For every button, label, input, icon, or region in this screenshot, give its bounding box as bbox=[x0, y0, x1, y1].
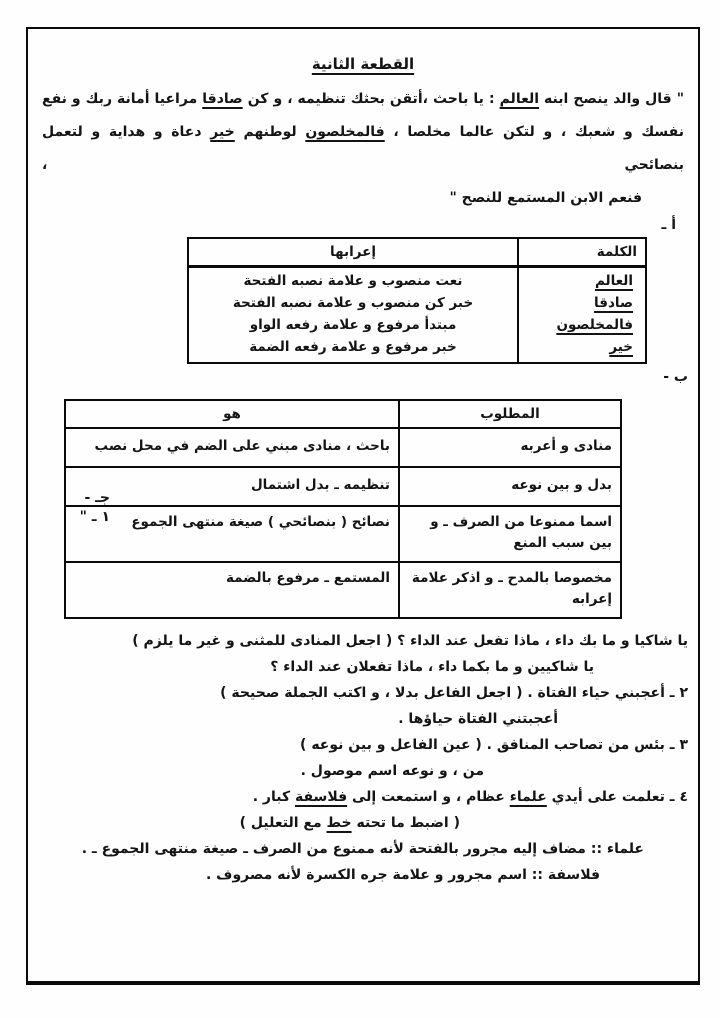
page-title: القطعة الثانية bbox=[311, 55, 415, 73]
i3rab-list-cell bbox=[188, 267, 518, 364]
section-c-label-block bbox=[50, 489, 110, 527]
section-a-label: أ ـ bbox=[661, 217, 676, 233]
underlined-word: فلاسفة bbox=[294, 789, 348, 805]
table-body-row bbox=[188, 267, 646, 364]
column-header-answer: هو bbox=[65, 400, 399, 428]
column-header-i3rab: إعرابها bbox=[188, 238, 518, 267]
underlined-word: خير bbox=[609, 339, 633, 355]
answer-1: يا شاكيين و ما بكما داء ، ماذا تفعلان عند الداء ؟ bbox=[270, 659, 594, 675]
question-4: ٤ ـ تعلمت على أيدي علماء عظام ، و استمعت إلى فلاسفة كبار . bbox=[252, 789, 688, 805]
table-row bbox=[65, 467, 621, 506]
request-cell: منادى و أعربه bbox=[399, 428, 621, 467]
i3rab-line: خبر مرفوع و علامة رفعه الضمة bbox=[249, 339, 457, 355]
exercise-lines bbox=[28, 628, 698, 888]
underlined-word: خط bbox=[326, 815, 352, 831]
underlined-word: فالمخلصون bbox=[556, 317, 633, 333]
answer-4-olama: علماء :: مضاف إليه مجرور بالفتحة لأنه ممنوع من الصرف ـ صيغة منتهى الجموع ـ . bbox=[81, 841, 644, 857]
table-header-row bbox=[188, 238, 646, 267]
question-1: يا شاكيا و ما بك داء ، ماذا تفعل عند الداء ؟ ( اجعل المنادى للمثنى و غير ما يلزم ) bbox=[132, 633, 688, 649]
section-b-label: ب - bbox=[663, 369, 688, 385]
underlined-word: خير bbox=[210, 124, 235, 140]
intro-paragraph bbox=[42, 83, 684, 215]
request-cell: اسما ممنوعا من الصرف ـ و بين سبب المنع bbox=[399, 506, 621, 562]
table-row bbox=[65, 562, 621, 618]
request-answer-table bbox=[64, 399, 622, 619]
question-2: ٢ ـ أعجبني حياء الفتاة . ( اجعل الفاعل بدلا ، و اكتب الجملة صحيحة ) bbox=[220, 685, 688, 701]
request-cell: مخصوصا بالمدح ـ و اذكر علامة إعرابه bbox=[399, 562, 621, 618]
request-cell: بدل و بين نوعه bbox=[399, 467, 621, 506]
underlined-word: صادقا bbox=[594, 295, 633, 311]
underlined-word: علماء bbox=[509, 789, 547, 805]
section-c-item-marker: ١ ـ " bbox=[79, 509, 110, 525]
underlined-word: فالمخلصون bbox=[305, 124, 385, 140]
intro-line-2: نفسك و شعبك ، و لتكن عالما مخلصا ، فالمخلصون لوطنهم خير دعاة و هداية و لتعمل بنصائحي ، bbox=[42, 124, 685, 173]
underlined-word: العالم bbox=[594, 273, 633, 289]
page-border-frame bbox=[26, 27, 700, 985]
answer-3: من ، و نوعه اسم موصول . bbox=[300, 763, 484, 779]
answer-2: أعجبتني الفتاة حياؤها . bbox=[398, 711, 558, 727]
question-4-note: ( اضبط ما تحته خط مع التعليل ) bbox=[239, 815, 460, 831]
answer-cell: المستمع ـ مرفوع بالضمة bbox=[65, 562, 399, 618]
underlined-word: العالم bbox=[499, 91, 540, 107]
question-3: ٣ ـ بئس من تصاحب المنافق . ( عين الفاعل و بين نوعه ) bbox=[300, 737, 688, 753]
i3rab-line: نعت منصوب و علامة نصبه الفتحة bbox=[243, 273, 463, 289]
answer-4-falasifa: فلاسفة :: اسم مجرور و علامة جره الكسرة لأنه مصروف . bbox=[205, 867, 600, 883]
answer-cell: تنظيمه ـ بدل اشتمال bbox=[65, 467, 399, 506]
word-parsing-table bbox=[187, 237, 647, 364]
word-list-cell bbox=[518, 267, 646, 364]
intro-line-1: " قال والد ينصح ابنه العالم : يا باحث ،أتقن بحثك تنظيمه ، و كن صادقا مراعيا أمانة ربك و نفع bbox=[42, 91, 684, 107]
table-row bbox=[65, 506, 621, 562]
column-header-request: المطلوب bbox=[399, 400, 621, 428]
answer-cell: باحث ، منادى مبني على الضم في محل نصب bbox=[65, 428, 399, 467]
section-c-label: جـ - bbox=[84, 490, 110, 506]
table-row bbox=[65, 428, 621, 467]
intro-line-3: فنعم الابن المستمع للنصح " bbox=[449, 190, 642, 206]
i3rab-line: مبتدأ مرفوع و علامة رفعه الواو bbox=[249, 317, 457, 333]
underlined-word: صادقا bbox=[202, 91, 243, 107]
answer-cell: نصائح ( بنصائحي ) صيغة منتهى الجموع bbox=[65, 506, 399, 562]
table-header-row bbox=[65, 400, 621, 428]
i3rab-line: خبر كن منصوب و علامة نصبه الفتحة bbox=[232, 295, 474, 311]
column-header-word: الكلمة bbox=[518, 238, 646, 267]
